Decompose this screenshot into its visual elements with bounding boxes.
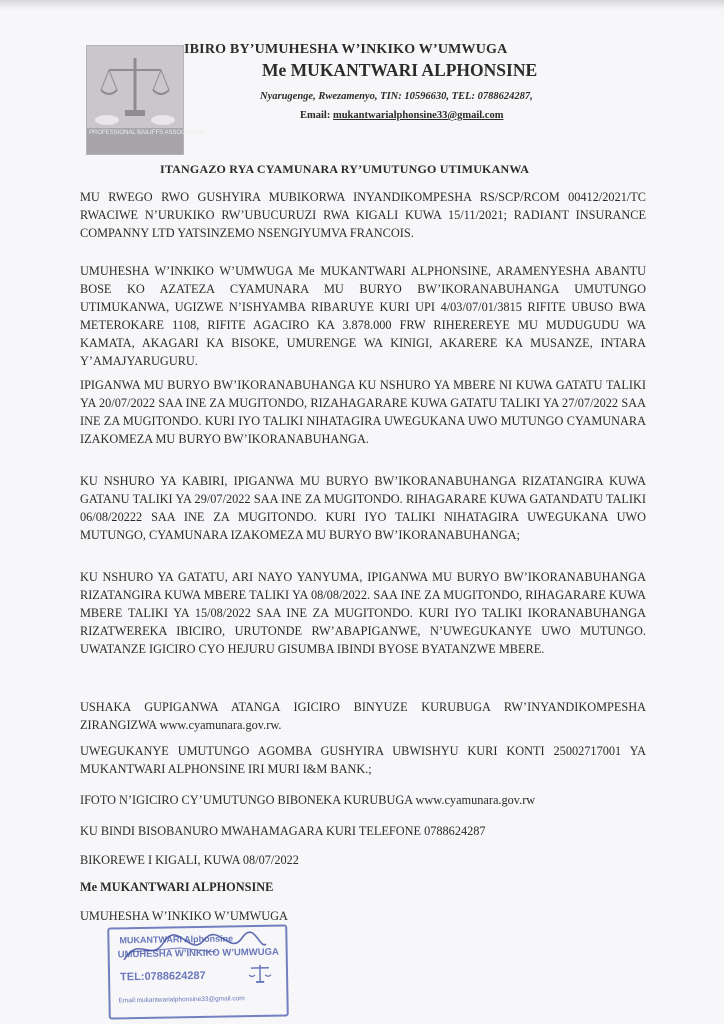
office-address: Nyarugenge, Rwezamenyo, TIN: 10596630, TEL: 0788624287, (260, 91, 533, 102)
office-email (300, 110, 620, 121)
association-logo (86, 45, 206, 155)
signatory-name: Me MUKANTWARI ALPHONSINE (80, 880, 274, 894)
scales-of-justice-icon (87, 46, 183, 128)
paragraph-announcement: UMUHESHA W’INKIKO W’UMWUGA Me MUKANTWARI ALPHONSINE, ARAMENYESHA ABANTU BOSE KO AZATEZA CYAMUNARA MU BURYO BW’IKORANABUHANGA UMUTUNGO UTIMUKANWA, UGIZWE N’ISHYAMBA RIBARUYE KURI UPI 4/03/07/01/3815 RIFITE UBUSO BWA METEROKARE 1108, RIFITE AGACIRO KA 3.878.000 FRW RIHEREREYE MU MUDUGUDU WA KAMATA, AKAGARI KA BISOKE, UMURENGE WA KINIGI, AKARERE KA MUSANZE, INTARA Y’AMAJYARUGURU. (80, 264, 646, 368)
paragraph-payment: UWEGUKANYE UMUTUNGO AGOMBA GUSHYIRA UBWISHYU KURI KONTI 25002717001 YA MUKANTWARI ALPHONSINE IRI MURI I&M BANK.; (80, 744, 646, 776)
stamp-role: UMUHESHA W’INKIKO W’UMWUGA (117, 946, 279, 961)
paragraph-first-auction: IPIGANWA MU BURYO BW’IKORANABUHANGA KU NSHURO YA MBERE NI KUWA GATATU TALIKI YA 20/07/2022 SAA INE ZA MUGITONDO, RIZAHAGARARE KUWA GATATU TALIKI YA 27/07/2022 SAA INE ZA MUGITONDO. KURI IYO TALIKI NIHATAGIRA UWEGUKANA UWO MUTUNGO CYAMUNARA IZAKOMEZA MU BURYO BW’IKORANABUHANGA. (80, 378, 646, 446)
stamp-phone: TEL:0788624287 (119, 969, 206, 984)
office-title: IBIRO BY’UMUHESHA W’INKIKO W’UMWUGA (184, 42, 508, 57)
stamp-email: Email:mukantwarialphonsine33@gmail.com (118, 995, 245, 1005)
bailiff-name: Me MUKANTWARI ALPHONSINE (262, 60, 538, 80)
handwritten-signature (120, 930, 270, 970)
paragraph-contact: KU BINDI BISOBANURO MWAHAMAGARA KURI TELEFONE 0788624287 (80, 824, 486, 838)
scan-edge (0, 0, 724, 10)
paragraph-how-to-bid: USHAKA GUPIGANWA ATANGA IGICIRO BINYUZE KURUBUGA RW’INYANDIKOMPESHA ZIRANGIZWA www.cyamunara.gov.rw. (80, 700, 646, 732)
paragraph-third-auction: KU NSHURO YA GATATU, ARI NAYO YANYUMA, IPIGANWA MU BURYO BW’IKORANABUHANGA RIZATANGIRA KUWA MBERE TALIKI YA 08/08/2022. SAA INE ZA MUGITONDO, RIHAGARARE KUWA MBERE TALIKI YA 15/08/2022 SAA INE ZA MUGITONDO. KURI IYO TALIKI IKORANABUHANGA RIZATWEREKA IBICIRO, URUTONDE RW’ABAPIGANWE, N’UWEGUKANYE UWO MUTUNGO. UWATANZE IGICIRO CYO HEJURU GISUMBA IBINDI BYOSE BYATANZWE MBERE. (80, 570, 646, 656)
paragraph-judgment: MU RWEGO RWO GUSHYIRA MUBIKORWA INYANDIKOMPESHA RS/SCP/RCOM 00412/2021/TC RWACIWE N’URUKIKO RW’UBUCURUZI RWA KIGALI KUWA 15/11/2021; RADIANT INSURANCE COMPANNY LTD YATSINZEMO NSENGIYUMVA FRANCOIS. (80, 190, 646, 240)
email-label: Email: (300, 110, 331, 121)
paragraph-date: BIKOREWE I KIGALI, KUWA 08/07/2022 (80, 853, 299, 867)
document-title: ITANGAZO RYA CYAMUNARA RY’UMUTUNGO UTIMUKANWA (160, 162, 530, 176)
paragraph-second-auction: KU NSHURO YA KABIRI, IPIGANWA MU BURYO BW’IKORANABUHANGA RIZATANGIRA KUWA GATANU TALIKI YA 29/07/2022 SAA INE ZA MUGITONDO. RIHAGARARE KUWA GATANDATU TALIKI 06/08/20222 SAA INE ZA MUGITONDO. KURI IYO TALIKI NIHATAGIRA UWEGUKANA UWO MUTUNGO, CYAMUNARA IZAKOMEZA MU BURYO BW’IKORANABUHANGA; (80, 474, 646, 542)
paragraph-photo-link: IFOTO N’IGICIRO CY’UMUTUNGO BIBONEKA KURUBUGA www.cyamunara.gov.rw (80, 793, 536, 807)
signatory-role: UMUHESHA W’INKIKO W’UMWUGA (80, 909, 288, 923)
logo-caption: PROFESSIONAL BAILIFFS ASSOCIATION (87, 128, 183, 154)
email-link[interactable]: mukantwarialphonsine33@gmail.com (332, 110, 504, 121)
stamp-name: MUKANTWARI Alphonsine (119, 933, 234, 946)
